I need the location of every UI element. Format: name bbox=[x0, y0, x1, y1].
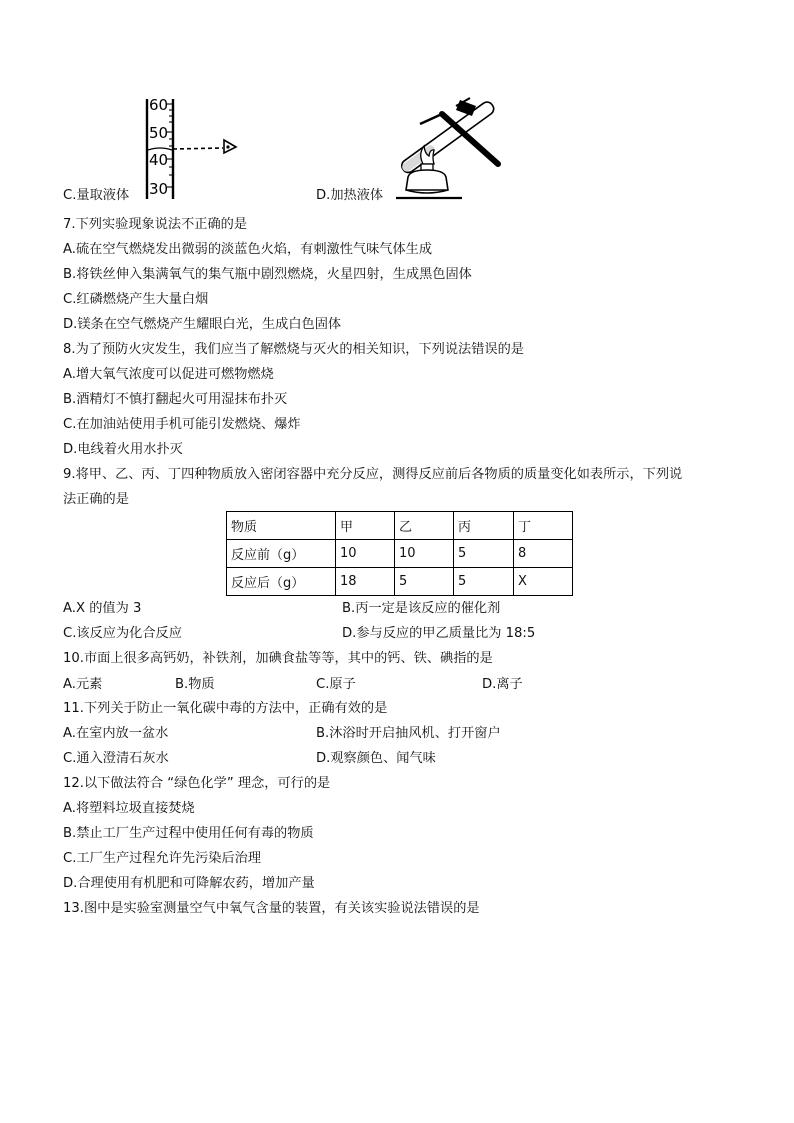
q8-option-a: A.增大氧气浓度可以促进可燃物燃烧 bbox=[63, 367, 274, 382]
table-cell: 10 bbox=[336, 540, 395, 568]
q9-stem-line2: 法正确的是 bbox=[63, 492, 129, 507]
table-row bbox=[227, 540, 573, 568]
figure-label-c: C.量取液体 bbox=[63, 188, 130, 203]
q11-option-a: A.在室内放一盆水 bbox=[63, 726, 169, 741]
q11-stem: 11.下列关于防止一氧化碳中毒的方法中，正确有效的是 bbox=[63, 701, 388, 716]
table-cell: 乙 bbox=[395, 512, 454, 540]
table-cell: 10 bbox=[395, 540, 454, 568]
q10-stem: 10.市面上很多高钙奶，补铁剂，加碘食盐等等，其中的钙、铁、碘指的是 bbox=[63, 651, 493, 666]
table-cell: 5 bbox=[454, 540, 514, 568]
table-cell: 18 bbox=[336, 568, 395, 596]
q9-option-b: B.丙一定是该反应的催化剂 bbox=[342, 601, 501, 616]
scale-label-30: 30 bbox=[149, 180, 169, 198]
table-cell: 8 bbox=[514, 540, 573, 568]
table-cell: 甲 bbox=[336, 512, 395, 540]
table-cell: 物质 bbox=[227, 512, 336, 540]
q11-option-c: C.通入澄清石灰水 bbox=[63, 751, 169, 766]
q12-option-b: B.禁止工厂生产过程中使用任何有毒的物质 bbox=[63, 826, 314, 841]
scale-label-50: 50 bbox=[149, 124, 169, 142]
q11-option-b: B.沐浴时开启抽风机、打开窗户 bbox=[316, 726, 501, 741]
q12-option-d: D.合理使用有机肥和可降解农药，增加产量 bbox=[63, 876, 315, 891]
q8-stem: 8.为了预防火灾发生，我们应当了解燃烧与灭火的相关知识，下列说法错误的是 bbox=[63, 342, 524, 357]
mass-change-table bbox=[226, 511, 573, 596]
q10-option-a: A.元素 bbox=[63, 677, 103, 692]
scale-label-40: 40 bbox=[149, 151, 169, 169]
q8-option-c: C.在加油站使用手机可能引发燃烧、爆炸 bbox=[63, 417, 301, 432]
figure-label-d: D.加热液体 bbox=[316, 188, 384, 203]
table-cell: 反应后（g） bbox=[227, 568, 336, 596]
table-cell: 丙 bbox=[454, 512, 514, 540]
q12-option-a: A.将塑料垃圾直接焚烧 bbox=[63, 801, 195, 816]
q9-stem-line1: 9.将甲、乙、丙、丁四种物质放入密闭容器中充分反应，测得反应前后各物质的质量变化如表所示，下列说 bbox=[63, 467, 683, 482]
q9-option-a: A.X 的值为 3 bbox=[63, 601, 142, 616]
q7-option-d: D.镁条在空气燃烧产生耀眼白光，生成白色固体 bbox=[63, 317, 342, 332]
table-cell: 反应前（g） bbox=[227, 540, 336, 568]
q8-option-d: D.电线着火用水扑灭 bbox=[63, 442, 183, 457]
q7-stem: 7.下列实验现象说法不正确的是 bbox=[63, 217, 248, 232]
q10-option-c: C.原子 bbox=[316, 677, 356, 692]
graduated-cylinder-figure bbox=[140, 95, 250, 201]
q7-option-c: C.红磷燃烧产生大量白烟 bbox=[63, 292, 209, 307]
table-cell: X bbox=[514, 568, 573, 596]
q9-option-d: D.参与反应的甲乙质量比为 18:5 bbox=[342, 626, 536, 641]
q10-option-d: D.离子 bbox=[482, 677, 523, 692]
table-header-row bbox=[227, 512, 573, 540]
table-cell: 丁 bbox=[514, 512, 573, 540]
q12-option-c: C.工厂生产过程允许先污染后治理 bbox=[63, 851, 262, 866]
q9-option-c: C.该反应为化合反应 bbox=[63, 626, 182, 641]
q7-option-a: A.硫在空气燃烧发出微弱的淡蓝色火焰，有刺激性气味气体生成 bbox=[63, 242, 433, 257]
test-tube-heating-figure bbox=[390, 94, 515, 202]
table-cell: 5 bbox=[395, 568, 454, 596]
q8-option-b: B.酒精灯不慎打翻起火可用湿抹布扑灭 bbox=[63, 392, 288, 407]
table-row bbox=[227, 568, 573, 596]
q12-stem: 12.以下做法符合 “绿色化学” 理念，可行的是 bbox=[63, 776, 331, 791]
q11-option-d: D.观察颜色、闻气味 bbox=[316, 751, 436, 766]
q13-stem: 13.图中是实验室测量空气中氧气含量的装置，有关该实验说法错误的是 bbox=[63, 901, 480, 916]
q7-option-b: B.将铁丝伸入集满氧气的集气瓶中剧烈燃烧，火星四射，生成黑色固体 bbox=[63, 267, 472, 282]
table-cell: 5 bbox=[454, 568, 514, 596]
scale-label-60: 60 bbox=[149, 96, 169, 114]
q10-option-b: B.物质 bbox=[175, 677, 215, 692]
